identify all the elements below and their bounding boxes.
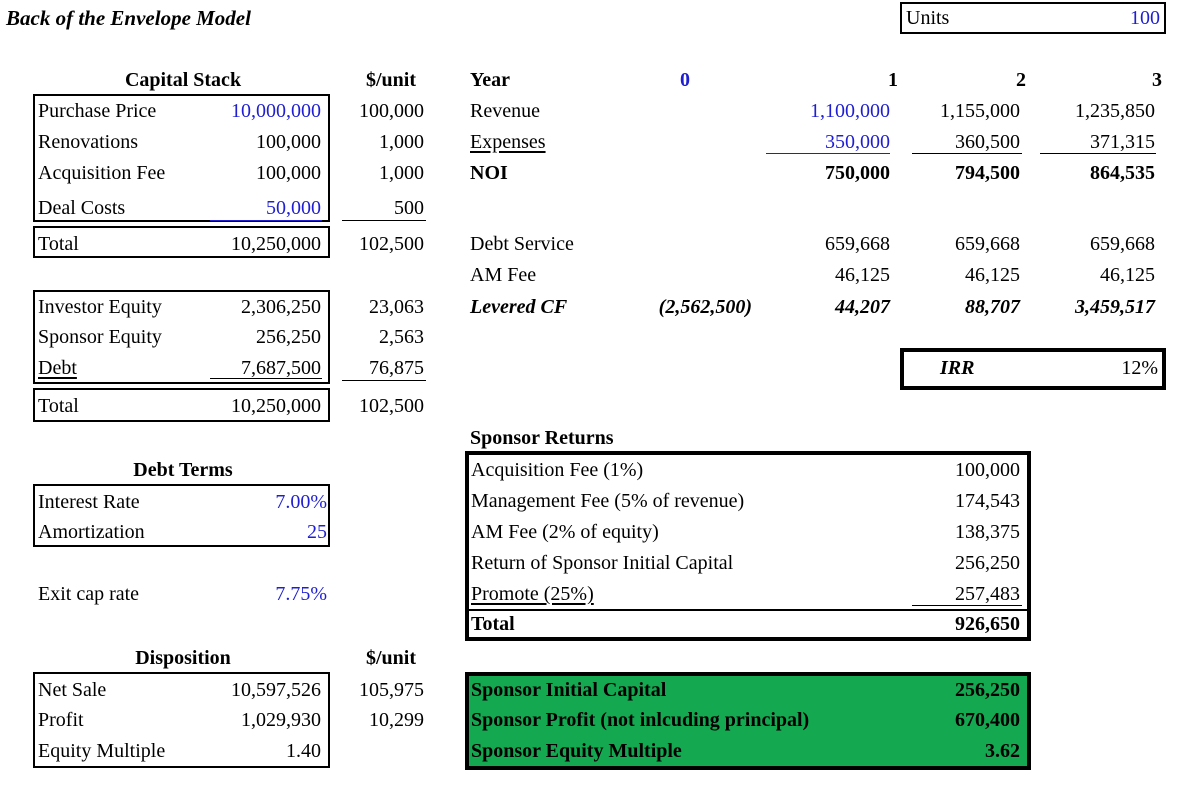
units-value: 100 (1130, 7, 1160, 29)
sr-total-label: Total (471, 613, 515, 635)
sr-acquisition-fee-value: 100,000 (955, 459, 1020, 481)
sr-return-capital-label: Return of Sponsor Initial Capital (471, 552, 734, 574)
am-fee-y1: 46,125 (835, 264, 890, 286)
disposition-header: Disposition (135, 647, 231, 669)
expenses-label: Expenses (470, 131, 546, 153)
noi-y3: 864,535 (1090, 162, 1155, 184)
purchase-price-per-unit: 100,000 (359, 100, 424, 122)
sr-promote-value: 257,483 (955, 583, 1020, 605)
investor-equity-label: Investor Equity (38, 296, 162, 318)
units-box[interactable] (900, 2, 1166, 34)
debt-service-y1: 659,668 (825, 233, 890, 255)
year-2: 2 (1016, 69, 1026, 91)
net-sale-label: Net Sale (38, 679, 107, 701)
capital-stack-header: Capital Stack (124, 69, 242, 91)
am-fee-y2: 46,125 (965, 264, 1020, 286)
deal-costs-value[interactable]: 50,000 (266, 197, 321, 219)
equity-multiple-label: Equity Multiple (38, 740, 166, 762)
revenue-label: Revenue (470, 100, 540, 122)
sources-total-label: Total (38, 395, 79, 417)
uses-total-label: Total (38, 233, 79, 255)
sponsor-initial-capital-label: Sponsor Initial Capital (471, 679, 667, 701)
renovations-per-unit: 1,000 (379, 131, 424, 153)
sponsor-initial-capital-value: 256,250 (955, 679, 1020, 701)
irr-box (900, 348, 1166, 390)
profit-per-unit: 10,299 (369, 709, 424, 731)
revenue-y1[interactable]: 1,100,000 (810, 100, 890, 122)
year-3: 3 (1152, 69, 1162, 91)
amortization-value[interactable]: 25 (307, 521, 327, 543)
deal-costs-per-unit-underline (342, 220, 426, 221)
debt-per-unit-underline (342, 380, 426, 381)
acquisition-fee-label: Acquisition Fee (38, 162, 166, 184)
noi-y2: 794,500 (955, 162, 1020, 184)
sr-management-fee-label: Management Fee (5% of revenue) (471, 490, 745, 512)
profit-value: 1,029,930 (241, 709, 321, 731)
sr-promote-underline (912, 605, 1022, 606)
sr-total-value: 926,650 (955, 613, 1020, 635)
sr-acquisition-fee-label: Acquisition Fee (1%) (471, 459, 644, 481)
revenue-y3: 1,235,850 (1075, 100, 1155, 122)
deal-costs-label: Deal Costs (38, 197, 126, 219)
sr-management-fee-value: 174,543 (955, 490, 1020, 512)
year-label: Year (470, 69, 510, 91)
expenses-y2: 360,500 (955, 131, 1020, 153)
expenses-y2-underline (912, 153, 1022, 154)
uses-total-per-unit: 102,500 (359, 233, 424, 255)
debt-label: Debt (38, 357, 77, 379)
year-0[interactable]: 0 (680, 69, 690, 91)
sponsor-equity-multiple-value: 3.62 (985, 740, 1020, 762)
sponsor-equity-value: 256,250 (256, 326, 321, 348)
capital-stack-per-unit-header: $/unit (365, 69, 416, 91)
purchase-price-value[interactable]: 10,000,000 (231, 100, 321, 122)
deal-costs-underline (36, 220, 196, 221)
revenue-y2: 1,155,000 (940, 100, 1020, 122)
exit-cap-value[interactable]: 7.75% (275, 583, 327, 605)
sponsor-equity-label: Sponsor Equity (38, 326, 162, 348)
deal-costs-per-unit: 500 (394, 197, 424, 219)
debt-per-unit: 76,875 (369, 357, 424, 379)
sources-total-per-unit: 102,500 (359, 395, 424, 417)
investor-equity-per-unit: 23,063 (369, 296, 424, 318)
deal-costs-value-underline (210, 220, 322, 221)
irr-label: IRR (940, 357, 975, 379)
sponsor-profit-value: 670,400 (955, 709, 1020, 731)
noi-y1: 750,000 (825, 162, 890, 184)
net-sale-per-unit: 105,975 (359, 679, 424, 701)
debt-value-underline (210, 378, 322, 379)
investor-equity-value: 2,306,250 (241, 296, 321, 318)
interest-rate-label: Interest Rate (38, 491, 140, 513)
debt-service-y3: 659,668 (1090, 233, 1155, 255)
profit-label: Profit (38, 709, 84, 731)
sr-total-divider (467, 609, 1029, 611)
page-title: Back of the Envelope Model (6, 6, 251, 30)
sources-total-value: 10,250,000 (231, 395, 321, 417)
net-sale-value: 10,597,526 (231, 679, 321, 701)
renovations-value: 100,000 (256, 131, 321, 153)
am-fee-y3: 46,125 (1100, 264, 1155, 286)
acquisition-fee-value: 100,000 (256, 162, 321, 184)
sr-am-fee-label: AM Fee (2% of equity) (471, 521, 659, 543)
levered-cf-label: Levered CF (470, 296, 568, 318)
sr-return-capital-value: 256,250 (955, 552, 1020, 574)
sponsor-equity-per-unit: 2,563 (379, 326, 424, 348)
sr-am-fee-value: 138,375 (955, 521, 1020, 543)
expenses-y3-underline (1040, 153, 1156, 154)
purchase-price-label: Purchase Price (38, 100, 157, 122)
debt-terms-header: Debt Terms (133, 459, 233, 481)
equity-multiple-value: 1.40 (286, 740, 321, 762)
noi-label: NOI (470, 162, 508, 184)
levered-cf-y3: 3,459,517 (1075, 296, 1155, 318)
debt-service-label: Debt Service (470, 233, 574, 255)
debt-value: 7,687,500 (241, 357, 321, 379)
am-fee-label: AM Fee (470, 264, 537, 286)
expenses-y1-underline (766, 153, 890, 154)
sponsor-equity-multiple-label: Sponsor Equity Multiple (471, 740, 682, 762)
amortization-label: Amortization (38, 521, 145, 543)
irr-value: 12% (1121, 357, 1158, 379)
expenses-y3: 371,315 (1090, 131, 1155, 153)
expenses-y1[interactable]: 350,000 (825, 131, 890, 153)
disposition-per-unit-header: $/unit (365, 647, 416, 669)
units-label: Units (906, 7, 950, 29)
renovations-label: Renovations (38, 131, 138, 153)
levered-cf-y2: 88,707 (965, 296, 1020, 318)
uses-total-value: 10,250,000 (231, 233, 321, 255)
acquisition-fee-per-unit: 1,000 (379, 162, 424, 184)
year-1: 1 (888, 69, 898, 91)
levered-cf-y1: 44,207 (835, 296, 890, 318)
exit-cap-label: Exit cap rate (38, 583, 140, 605)
sponsor-profit-label: Sponsor Profit (not inlcuding principal) (471, 709, 810, 731)
interest-rate-value[interactable]: 7.00% (275, 491, 327, 513)
sr-promote-label: Promote (25%) (471, 583, 594, 605)
sponsor-returns-header: Sponsor Returns (470, 427, 614, 449)
debt-service-y2: 659,668 (955, 233, 1020, 255)
levered-cf-y0: (2,562,500) (658, 296, 752, 318)
